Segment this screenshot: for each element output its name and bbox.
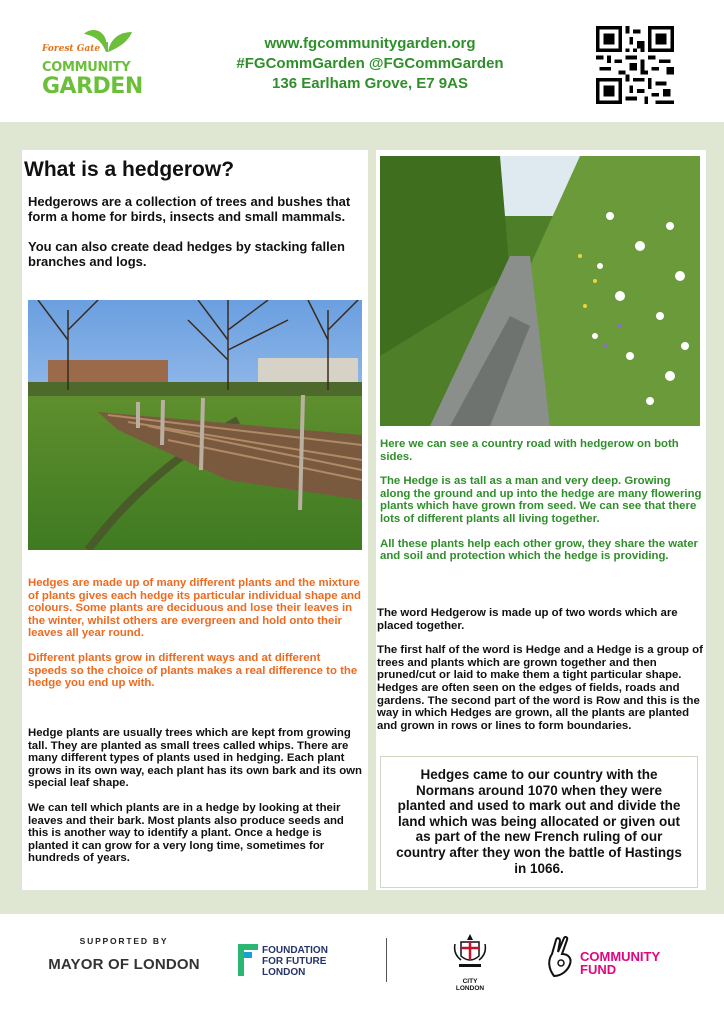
city-line: LONDON (455, 985, 485, 992)
website-link[interactable]: www.fgcommunitygarden.org (264, 35, 476, 52)
footer-divider (386, 938, 387, 982)
social-handles: #FGCommGarden @FGCommGarden (236, 55, 504, 72)
fffl-text (262, 945, 352, 978)
left-body-paragraph: We can tell which plants are in a hedge by looking at their leaves and their bark. Most plants also produce seeds and this is another way to identify a plant. Once a hedge is planted it can grow for a very long time, sometimes for hundreds of years. (28, 801, 344, 865)
country-road-photo (380, 156, 700, 426)
city-of-london-logo (450, 932, 490, 992)
orange-paragraph: Hedges are made up of many different plants and the mixture of plants gives each hedge its particular individual shape and colours. Some plants are deciduous and lose their leaves in the winter, whilst others are evergreen and hold onto their leaves all year round. (28, 577, 361, 640)
history-callout: Hedges came to our country with the Normans around 1070 when they were planted and used to mark out and divide the land which was being allocated or given out as part of the new French ruling of our country after they won the battle of Hastings in 1066. (380, 756, 698, 888)
left-body-text (28, 727, 362, 865)
fffl-line: LONDON (262, 967, 306, 978)
sponsor-footer (0, 914, 724, 1024)
logo-garden: GARDEN (42, 74, 143, 99)
supported-by-label: SUPPORTED BY (79, 936, 169, 946)
intro-paragraph: Hedgerows are a collection of trees and bushes that form a home for birds, insects and small mammals. (28, 194, 351, 224)
community-fund-text (580, 950, 690, 976)
dead-hedge-photo (28, 300, 362, 550)
orange-paragraph: Different plants grow in different ways and at different speeds so the choice of plants makes a real difference to the hedge you end up with. (28, 651, 358, 690)
green-paragraph: All these plants help each other grow, they share the water and soil and protection which the hedge is providing. (380, 537, 698, 563)
contact-block (220, 34, 520, 94)
green-paragraph: Here we can see a country road with hedgerow on both sides. (380, 438, 679, 463)
community-garden-logo (40, 24, 143, 104)
green-caption-block (380, 438, 702, 563)
intro-text (28, 194, 362, 269)
city-crest-icon (453, 932, 487, 972)
page-title: What is a hedgerow? (24, 158, 235, 181)
right-body-text (377, 607, 705, 732)
national-lottery-community-fund-logo (544, 936, 661, 983)
community-fund-line: COMMUNITY (580, 949, 661, 964)
page-header (0, 0, 724, 122)
mayor-of-london-logo (44, 936, 204, 973)
green-paragraph: The Hedge is as tall as a man and very deep. Growing along the ground and up into the hedge are many flowering plants which have grown from seed. We can see that there lots of different plants all living together. (380, 475, 702, 525)
logo-forest-gate: Forest Gate (42, 44, 101, 54)
mayor-of-london-name: MAYOR OF LONDON (48, 956, 200, 973)
city-line: CITY (462, 978, 478, 985)
fffl-line: FOR FUTURE (262, 956, 327, 967)
orange-text-block (28, 577, 362, 690)
address: 136 Earlham Grove, E7 9AS (272, 75, 468, 92)
logo-community: COMMUNITY (42, 60, 131, 75)
crossed-fingers-icon (544, 936, 578, 978)
right-body-paragraph: The first half of the word is Hedge and a Hedge is a group of trees and plants which are grown together and then pruned/cut or laid to make them a tight particular shape. Hedges are often seen on the edges of fields, roads and gardens. The second part of the word is Row and this is the way in which Hedges are grown, all the plants are planted and grown in rows or lines to form boundaries. (377, 644, 703, 732)
fffl-icon (238, 944, 258, 976)
left-body-paragraph: Hedge plants are usually trees which are kept from growing tall. They are planted as small trees called whips. There are many different types of plants used in hedging. Each plant grows in its own way, each plant has its own bark and its own special leaf shape. (28, 727, 362, 790)
community-fund-line: FUND (580, 962, 617, 977)
intro-paragraph: You can also create dead hedges by stacking fallen branches and logs. (28, 239, 345, 269)
city-of-london-text (450, 978, 490, 992)
right-body-paragraph: The word Hedgerow is made up of two words which are placed together. (377, 607, 678, 632)
qr-code[interactable] (596, 26, 674, 104)
fffl-line: FOUNDATION (262, 945, 328, 956)
